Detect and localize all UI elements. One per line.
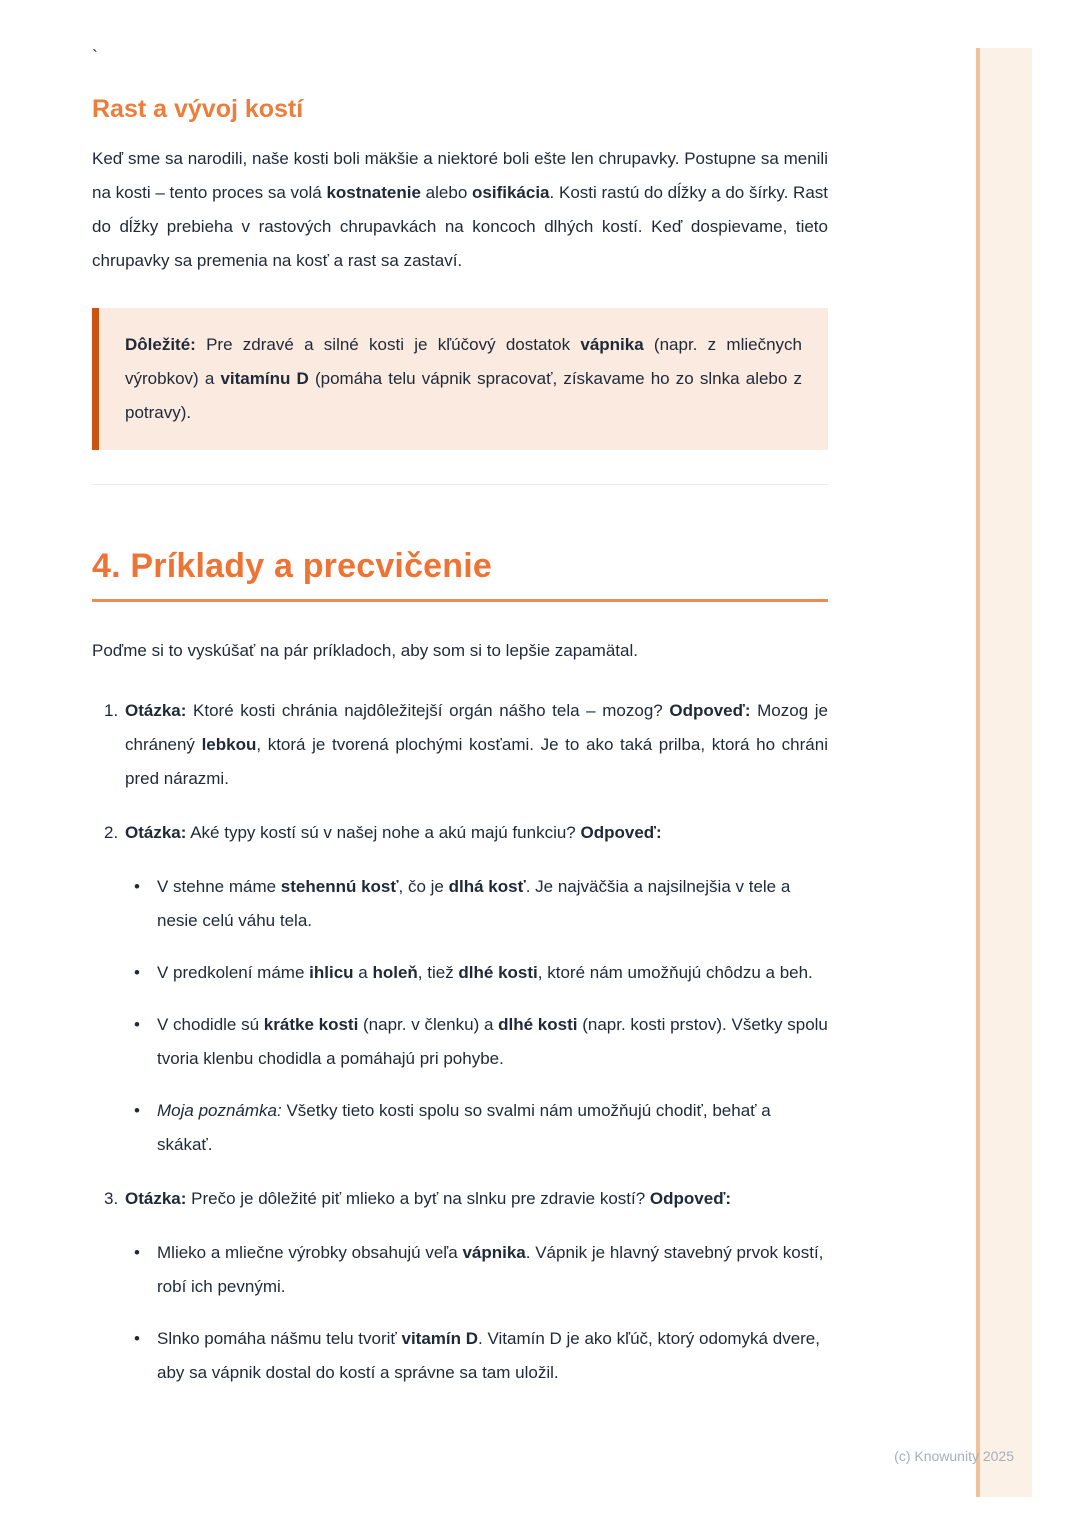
bullet-item <box>125 1008 828 1076</box>
paragraph-rast-a-vyvoj: Keď sme sa narodili, naše kosti boli mäkšie a niektoré boli ešte len chrupavky. Postupne sa menili na kosti – tento proces sa volá kostnatenie alebo osifikácia. Kosti rastú do dĺžky a do šírky. Rast do dĺžky prebieha v rastových chrupavkách na koncoch dlhých kostí. Keď dospievame, tieto chrupavky sa premenia na kosť a rast sa zastaví. <box>92 149 829 270</box>
important-callout <box>92 308 828 450</box>
bullet-item <box>125 1236 828 1304</box>
copyright-footer: (c) Knowunity 2025 <box>894 1448 1014 1464</box>
section-title-priklady: 4. Príklady a precvičenie <box>92 547 493 585</box>
decorative-side-strip <box>976 48 1032 1497</box>
bullet-item <box>125 1322 828 1390</box>
answer-bullet-list <box>125 1236 828 1390</box>
bullet-icon <box>125 1008 157 1076</box>
question-list <box>92 694 828 1390</box>
answer-bullet-list <box>125 870 828 1162</box>
callout-text: Dôležité: Pre zdravé a silné kosti je kľúčový dostatok vápnika (napr. z mliečnych výrobkov) a vitamínu D (pomáha telu vápnik spracovať, získavame ho zo slnka alebo z potravy). <box>125 335 802 422</box>
bullet-item <box>125 870 828 938</box>
question-text: Otázka: Ktoré kosti chránia najdôležitejší orgán nášho tela – mozog? Odpoveď: Mozog je chránený lebkou, ktorá je tvorená plochými kosťami. Je to ako taká prilba, ktorá ho chráni pred nárazmi. <box>125 701 829 788</box>
bullet-icon <box>125 956 157 990</box>
bullet-text: V predkolení máme ihlicu a holeň, tiež dlhé kosti, ktoré nám umožňujú chôdzu a beh. <box>157 963 813 982</box>
question-item-2 <box>92 816 828 1162</box>
bullet-icon <box>125 870 157 938</box>
section-title-rast-a-vyvoj-kosti: Rast a vývoj kostí <box>92 95 304 123</box>
question-number: 2. <box>104 823 119 842</box>
bullet-item <box>125 1094 828 1162</box>
bullet-text: Moja poznámka: Všetky tieto kosti spolu so svalmi nám umožňujú chodiť, behať a skákať. <box>157 1101 771 1154</box>
bullet-icon <box>125 1094 157 1162</box>
bullet-text: Slnko pomáha nášmu telu tvoriť vitamín D. Vitamín D je ako kľúč, ktorý odomyká dvere, aby sa vápnik dostal do kostí a správne sa tam uložil. <box>157 1329 820 1382</box>
bullet-text: Mlieko a mliečne výrobky obsahujú veľa vápnika. Vápnik je hlavný stavebný prvok kostí, robí ich pevnými. <box>157 1243 824 1296</box>
title-underline-rule <box>92 599 828 602</box>
section-divider <box>92 484 828 485</box>
question-item-1 <box>92 694 828 796</box>
bullet-icon <box>125 1236 157 1304</box>
question-number: 1. <box>104 701 119 720</box>
stray-character: ` <box>92 47 98 67</box>
intro-paragraph: Poďme si to vyskúšať na pár príkladoch, aby som si to lepšie zapamätal. <box>92 641 638 660</box>
bullet-text: V chodidle sú krátke kosti (napr. v členku) a dlhé kosti (napr. kosti prstov). Všetky spolu tvoria klenbu chodidla a pomáhajú pri pohybe. <box>157 1015 828 1068</box>
bullet-text: V stehne máme stehennú kosť, čo je dlhá kosť. Je najväčšia a najsilnejšia v tele a nesie celú váhu tela. <box>157 877 791 930</box>
bullet-item <box>125 956 828 990</box>
question-item-3 <box>92 1182 828 1390</box>
question-text: Otázka: Aké typy kostí sú v našej nohe a akú majú funkciu? Odpoveď: <box>125 823 662 842</box>
question-text: Otázka: Prečo je dôležité piť mlieko a byť na slnku pre zdravie kostí? Odpoveď: <box>125 1189 732 1208</box>
document-content <box>92 48 828 1410</box>
bullet-icon <box>125 1322 157 1390</box>
question-number: 3. <box>104 1189 119 1208</box>
